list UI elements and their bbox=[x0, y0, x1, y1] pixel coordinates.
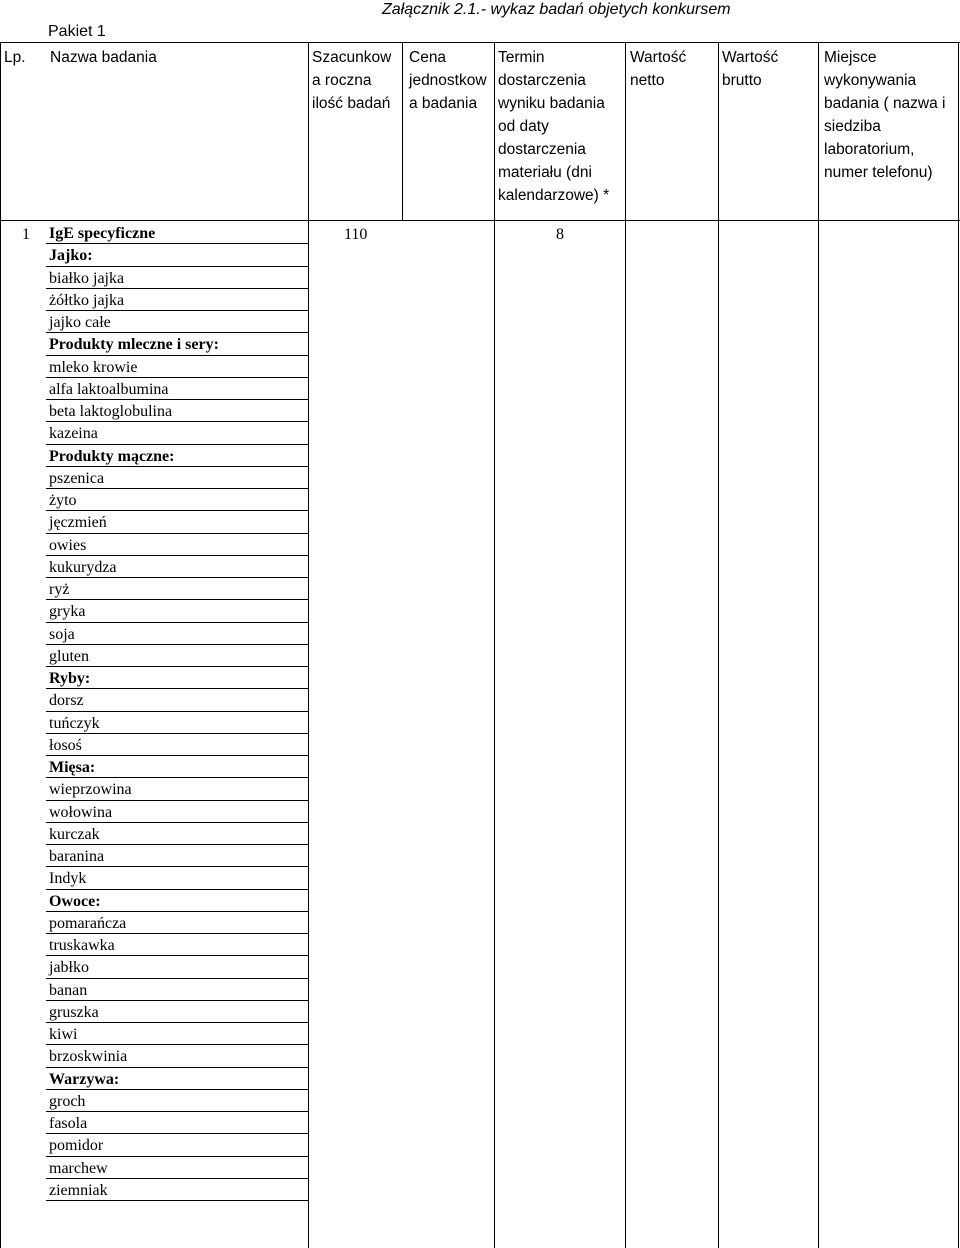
column-divider-term bbox=[494, 42, 495, 1248]
header-delivery-term: Termin dostarczenia wyniku badania od daty dostarczenia materiału (dni kalendarzowe) * bbox=[498, 49, 610, 204]
header-unit-price: Cena jednostkow a badania bbox=[409, 49, 487, 112]
category-heading: IgE specyficzne bbox=[46, 222, 308, 244]
list-item: kurczak bbox=[46, 823, 308, 845]
list-item: jęczmień bbox=[46, 511, 308, 533]
category-heading: Ryby: bbox=[46, 667, 308, 689]
header-lp: Lp. bbox=[4, 49, 26, 66]
category-heading: Produkty mączne: bbox=[46, 445, 308, 467]
attachment-title: Załącznik 2.1.- wykaz badań objetych konkursem bbox=[382, 1, 731, 18]
row-number: 1 bbox=[22, 226, 30, 243]
list-item: mleko krowie bbox=[46, 356, 308, 378]
list-item: alfa laktoalbumina bbox=[46, 378, 308, 400]
list-item: pomidor bbox=[46, 1134, 308, 1156]
list-item: białko jajka bbox=[46, 267, 308, 289]
header-lab-location: Miejsce wykonywania badania ( nazwa i siedziba laboratorium, numer telefonu) bbox=[824, 49, 946, 181]
list-item: wołowina bbox=[46, 801, 308, 823]
column-divider-lp bbox=[0, 42, 1, 1248]
column-divider-qty bbox=[308, 42, 309, 1248]
category-heading: Owoce: bbox=[46, 890, 308, 912]
list-item: owies bbox=[46, 534, 308, 556]
list-item: Indyk bbox=[46, 867, 308, 889]
list-item: groch bbox=[46, 1090, 308, 1112]
category-heading: Warzywa: bbox=[46, 1068, 308, 1090]
list-item: soja bbox=[46, 623, 308, 645]
list-item: banan bbox=[46, 979, 308, 1001]
list-item: kiwi bbox=[46, 1023, 308, 1045]
list-item: żyto bbox=[46, 489, 308, 511]
header-gross-value: Wartość brutto bbox=[722, 49, 779, 89]
category-heading: Jajko: bbox=[46, 244, 308, 266]
list-item: dorsz bbox=[46, 689, 308, 711]
list-item: marchew bbox=[46, 1157, 308, 1179]
list-item: pomarańcza bbox=[46, 912, 308, 934]
header-net-value: Wartość netto bbox=[630, 49, 687, 89]
category-heading: Produkty mleczne i sery: bbox=[46, 333, 308, 355]
list-item: łosoś bbox=[46, 734, 308, 756]
category-heading: Mięsa: bbox=[46, 756, 308, 778]
list-item: kazeina bbox=[46, 422, 308, 444]
list-item: gruszka bbox=[46, 1001, 308, 1023]
list-item: gryka bbox=[46, 600, 308, 622]
list-item: jabłko bbox=[46, 956, 308, 978]
list-item: kukurydza bbox=[46, 556, 308, 578]
list-item: baranina bbox=[46, 845, 308, 867]
unit-price-value: 8 bbox=[556, 226, 564, 243]
table-top-border bbox=[0, 42, 960, 43]
list-item: fasola bbox=[46, 1112, 308, 1134]
estimated-quantity-value: 110 bbox=[344, 226, 368, 243]
test-item-list bbox=[46, 222, 308, 1201]
list-item: wieprzowina bbox=[46, 778, 308, 800]
list-item: gluten bbox=[46, 645, 308, 667]
list-item: ziemniak bbox=[46, 1179, 308, 1201]
table-right-border bbox=[958, 42, 959, 1248]
column-divider-net bbox=[625, 42, 626, 1248]
list-item: truskawka bbox=[46, 934, 308, 956]
list-item: pszenica bbox=[46, 467, 308, 489]
package-label: Pakiet 1 bbox=[48, 23, 106, 40]
list-item: żółtko jajka bbox=[46, 289, 308, 311]
list-item: brzoskwinia bbox=[46, 1045, 308, 1067]
column-divider-gross bbox=[718, 42, 719, 1248]
column-divider-place bbox=[818, 42, 819, 1248]
header-estimated-quantity: Szacunkow a roczna ilość badań bbox=[312, 49, 392, 112]
list-item: ryż bbox=[46, 578, 308, 600]
list-item: beta laktoglobulina bbox=[46, 400, 308, 422]
list-item: jajko całe bbox=[46, 311, 308, 333]
header-bottom-border bbox=[0, 220, 960, 221]
header-test-name: Nazwa badania bbox=[50, 49, 157, 66]
list-item: tuńczyk bbox=[46, 712, 308, 734]
column-divider-price bbox=[402, 42, 403, 220]
